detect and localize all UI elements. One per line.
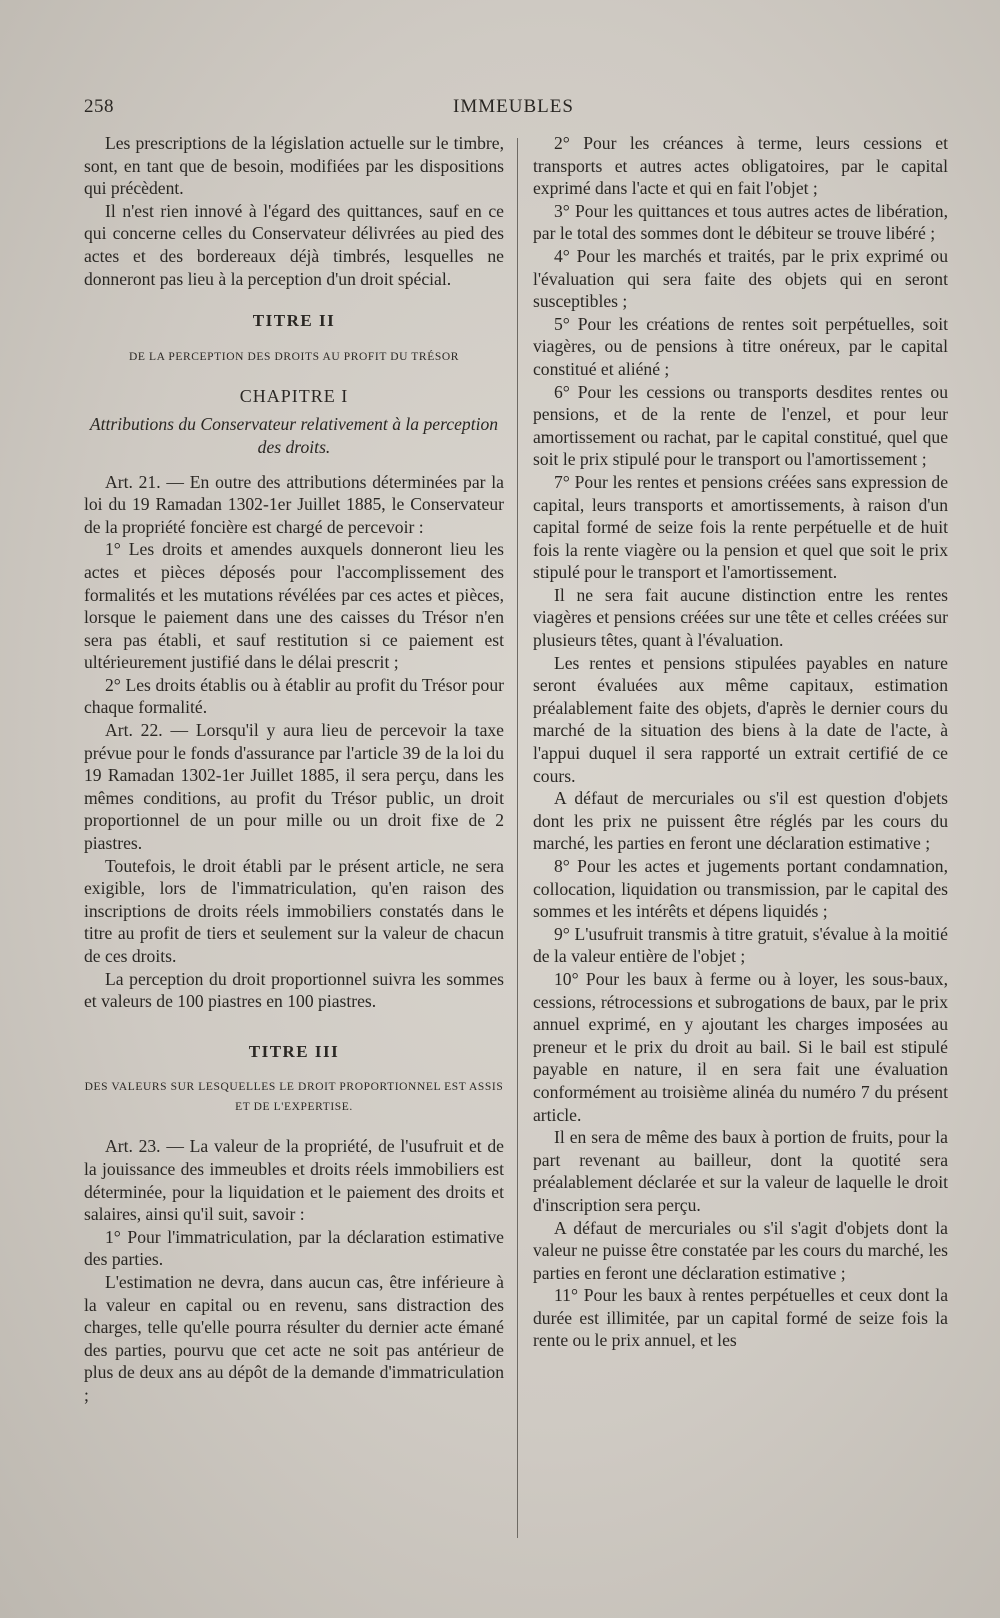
chapter-subheading: Attributions du Conservateur relativement à la perception des droits. [89, 414, 499, 457]
right-column [533, 132, 948, 1352]
paragraph: A défaut de mercuriales ou s'il s'agit d'objets dont la valeur ne puisse être constatée par les cours du marché, les parties en feront une déclaration estimative ; [533, 1217, 948, 1283]
paragraph: Il ne sera fait aucune distinction entre les rentes viagères et pensions créées sur une tête et celles créées sur plusieurs têtes, quant à l'évaluation. [533, 584, 948, 651]
list-item-3: 3° Pour les quittances et tous autres actes de libération, par le total des sommes dont le débiteur se trouve libéré ; [533, 200, 948, 244]
running-head: IMMEUBLES [453, 96, 574, 117]
list-item-4: 4° Pour les marchés et traités, par le prix exprimé ou l'évaluation qui sera faite des objets qui en seront susceptibles ; [533, 245, 948, 312]
article-23-item-1: 1° Pour l'immatriculation, par la déclaration estimative des parties. [84, 1226, 504, 1270]
column-divider [517, 138, 518, 1538]
chapter-heading: CHAPITRE I [239, 385, 349, 406]
list-item-11: 11° Pour les baux à rentes perpétuelles et ceux dont la durée est illimitée, par un capital formé de seize fois la rente ou le prix annuel, et les [533, 1285, 948, 1351]
title-subheading: DES VALEURS SUR LESQUELLES LE DROIT PROPORTIONNEL EST ASSIS ET DE L'EXPERTISE. [84, 1081, 504, 1114]
article-22: Art. 22. — Lorsqu'il y aura lieu de percevoir la taxe prévue pour le fonds d'assurance par l'article 39 de la loi du 19 Ramadan 1302-1er Juillet 1885, il sera perçu, dans les mêmes conditions, au profit du Trésor public, un droit proportionnel de un pour mille ou un droit fixe de 2 piastres. [84, 720, 504, 854]
list-item-9: 9° L'usufruit transmis à titre gratuit, s'évalue à la moitié de la valeur entière de l'objet ; [533, 923, 948, 967]
title-heading: TITRE III [248, 1041, 340, 1061]
paragraph: La perception du droit proportionnel suivra les sommes et valeurs de 100 piastres en 100 piastres. [84, 968, 504, 1012]
paragraph: Il en sera de même des baux à portion de fruits, pour la part revenant au bailleur, dont la quotité sera préalablement déclarée et sur la valeur de laquelle le droit d'inscription sera perçu. [533, 1127, 948, 1215]
left-column [84, 132, 504, 1407]
article-21: Art. 21. — En outre des attributions déterminées par la loi du 19 Ramadan 1302-1er Juillet 1885, le Conservateur de la propriété foncière est chargé de percevoir : [84, 471, 504, 537]
article-21-item-1: 1° Les droits et amendes auxquels donneront lieu les actes et pièces déposés pour l'accomplissement des formalités et les mutations révélées par ces actes et pièces, lorsque le paiement dans une des caisses du Trésor n'en sera pas établi, et sauf restitution si ce paiement est ultérieurement justifié dans le délai prescrit ; [84, 539, 504, 673]
list-item-7: 7° Pour les rentes et pensions créées sans expression de capital, leurs transports et amortissements, à raison d'un capital formé de seize fois la rente perpétuelle et de huit fois la rente viagère ou la pension et quel que soit le prix stipulé pour le transport et l'amortissement. [533, 471, 948, 583]
list-item-5: 5° Pour les créations de rentes soit perpétuelles, soit viagères, ou de pensions à titre onéreux, par le capital constitué et aliéné ; [533, 313, 948, 379]
title-heading: TITRE II [252, 311, 336, 331]
list-item-8: 8° Pour les actes et jugements portant condamnation, collocation, liquidation ou transmission, par le capital des sommes et les intérêts et dépens liquidés ; [533, 856, 948, 922]
paragraph: Les prescriptions de la législation actuelle sur le timbre, sont, en tant que de besoin, modifiées par les dispositions qui précèdent. [84, 133, 504, 199]
list-item-6: 6° Pour les cessions ou transports desdites rentes ou pensions, et de la rente de l'enzel, et pour leur amortissement ou rachat, par le capital constitué, quel que soit le prix stipulé pour le transport ou l'amortissement ; [533, 381, 948, 470]
paragraph: Les rentes et pensions stipulées payables en nature seront évaluées aux même capitaux, estimation préalablement faite des objets, d'après le dernier cours du marché de la situation des biens à la date de l'acte, à l'appui duquel il sera rapporté un extrait certifié de ce cours. [533, 652, 948, 786]
paragraph: Toutefois, le droit établi par le présent article, ne sera exigible, lors de l'immatriculation, qu'en raison des inscriptions de droits réels immobiliers constatés dans le titre au profit de tiers et seulement sur la valeur de chacun de ces droits. [84, 855, 504, 966]
title-subheading: DE LA PERCEPTION DES DROITS AU PROFIT DU TRÉSOR [128, 350, 459, 363]
paragraph: L'estimation ne devra, dans aucun cas, être inférieure à la valeur en capital ou en revenu, sans distraction des charges, telle qu'elle pourra résulter du dernier acte émané des parties, pourvu que cet acte ne soit pas antérieur de plus de deux ans au dépôt de la demande d'immatriculation ; [84, 1271, 504, 1405]
page-number: 258 [84, 96, 114, 117]
paragraph: A défaut de mercuriales ou s'il est question d'objets dont les prix ne puissent être réglés par les cours du marché, les parties en feront une déclaration estimative ; [533, 788, 948, 854]
paragraph: Il n'est rien innové à l'égard des quittances, sauf en ce qui concerne celles du Conservateur délivrées au pied des actes et des bordereaux déjà timbrés, lesquelles ne donneront pas lieu à la perception d'un droit spécial. [84, 200, 504, 289]
list-item-10: 10° Pour les baux à ferme ou à loyer, les sous-baux, cessions, rétrocessions et subrogations de baux, par le prix annuel exprimé, en y ajoutant les charges imposées au preneur et le prix du droit au bail. Si le bail est stipulé payable en nature, il en sera fait une évaluation conformément au troisième alinéa du numéro 7 du présent article. [533, 968, 948, 1125]
list-item-2: 2° Pour les créances à terme, leurs cessions et transports et autres actes obligatoires, par le capital exprimé dans l'acte et qui en fait l'objet ; [533, 133, 948, 199]
article-23: Art. 23. — La valeur de la propriété, de l'usufruit et de la jouissance des immeubles et droits réels immobiliers est déterminée, pour la liquidation et le paiement des droits et salaires, ainsi qu'il suit, savoir : [84, 1136, 504, 1225]
article-21-item-2: 2° Les droits établis ou à établir au profit du Trésor pour chaque formalité. [84, 674, 504, 718]
